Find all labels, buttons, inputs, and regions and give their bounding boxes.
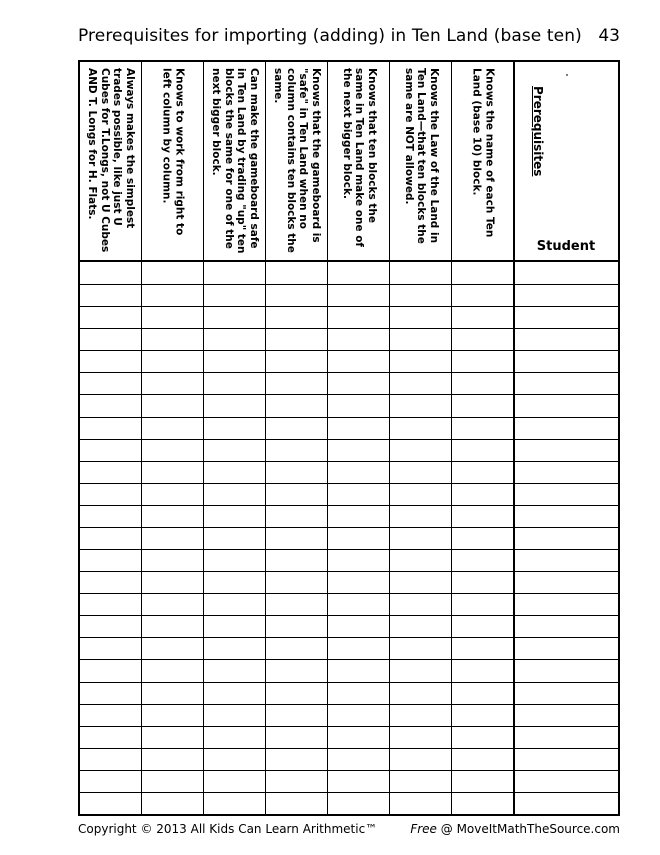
page-number: 43 (598, 26, 620, 46)
column-header-text: Can make the gameboard safe in Ten Land by trading "up" ten blocks the same for one of the next bigger block. (210, 68, 260, 254)
column-header-text: Knows the name of each Ten Land (base 10) block. (470, 68, 495, 238)
table-row-divider (80, 549, 618, 550)
table-row-divider (80, 770, 618, 771)
header-cell-col-7 (452, 62, 513, 260)
column-header-text: Knows the Law of the Land in Ten Land—that ten blocks the same are NOT allowed. (402, 68, 440, 244)
free-label: Free (410, 822, 437, 836)
copyright-text: Copyright © 2013 All Kids Can Learn Arithmetic™ (78, 822, 378, 836)
table-row-divider (80, 306, 618, 307)
table-row-divider (80, 637, 618, 638)
site-url: @ MoveItMathTheSource.com (440, 822, 620, 836)
column-header-text: Knows that ten blocks the same in Ten Land make one of the next bigger block. (340, 68, 378, 247)
table-row-divider (80, 284, 618, 285)
table-row-divider (80, 350, 618, 351)
table-row-divider (80, 726, 618, 727)
header-cell-col-4 (266, 62, 327, 260)
table-row-divider (80, 483, 618, 484)
prerequisites-table (78, 60, 620, 816)
student-column-label: Student (536, 239, 596, 254)
table-row-divider (80, 615, 618, 616)
column-header-text: Knows that the gameboard is "safe" in Ten Land when no column contains ten blocks the same. (272, 68, 322, 253)
table-row-divider (80, 461, 618, 462)
table-row-divider (80, 417, 618, 418)
table-row-divider (80, 394, 618, 395)
header-cell-col-5 (328, 62, 389, 260)
page-title: Prerequisites for importing (adding) in Ten Land (base ten) (78, 26, 582, 46)
table-row-divider (80, 439, 618, 440)
table-row-divider (80, 593, 618, 594)
header-cell-col-1 (80, 62, 141, 260)
table-row-divider (80, 372, 618, 373)
prerequisites-label: Prerequisites (531, 86, 545, 177)
column-header-text: Knows to work from right to left column by column. (160, 68, 185, 236)
header-cell-col-6 (390, 62, 451, 260)
table-row-divider (80, 748, 618, 749)
header-cell-col-3 (204, 62, 265, 260)
table-row-divider (80, 659, 618, 660)
table-row-divider (80, 505, 618, 506)
table-row-divider (80, 704, 618, 705)
table-row-divider (80, 527, 618, 528)
footer-site (410, 822, 620, 836)
column-header-text: Always makes the simplest trades possible, like just U Cubes for T.Longs, not U Cubes AND T. Longs for H. Flats. (86, 68, 136, 253)
table-row-divider (80, 571, 618, 572)
table-row-divider (80, 328, 618, 329)
header-cell-student (514, 62, 618, 260)
table-row-divider (80, 682, 618, 683)
header-cell-col-2 (142, 62, 203, 260)
table-row-divider (80, 792, 618, 793)
header-divider (80, 260, 618, 262)
